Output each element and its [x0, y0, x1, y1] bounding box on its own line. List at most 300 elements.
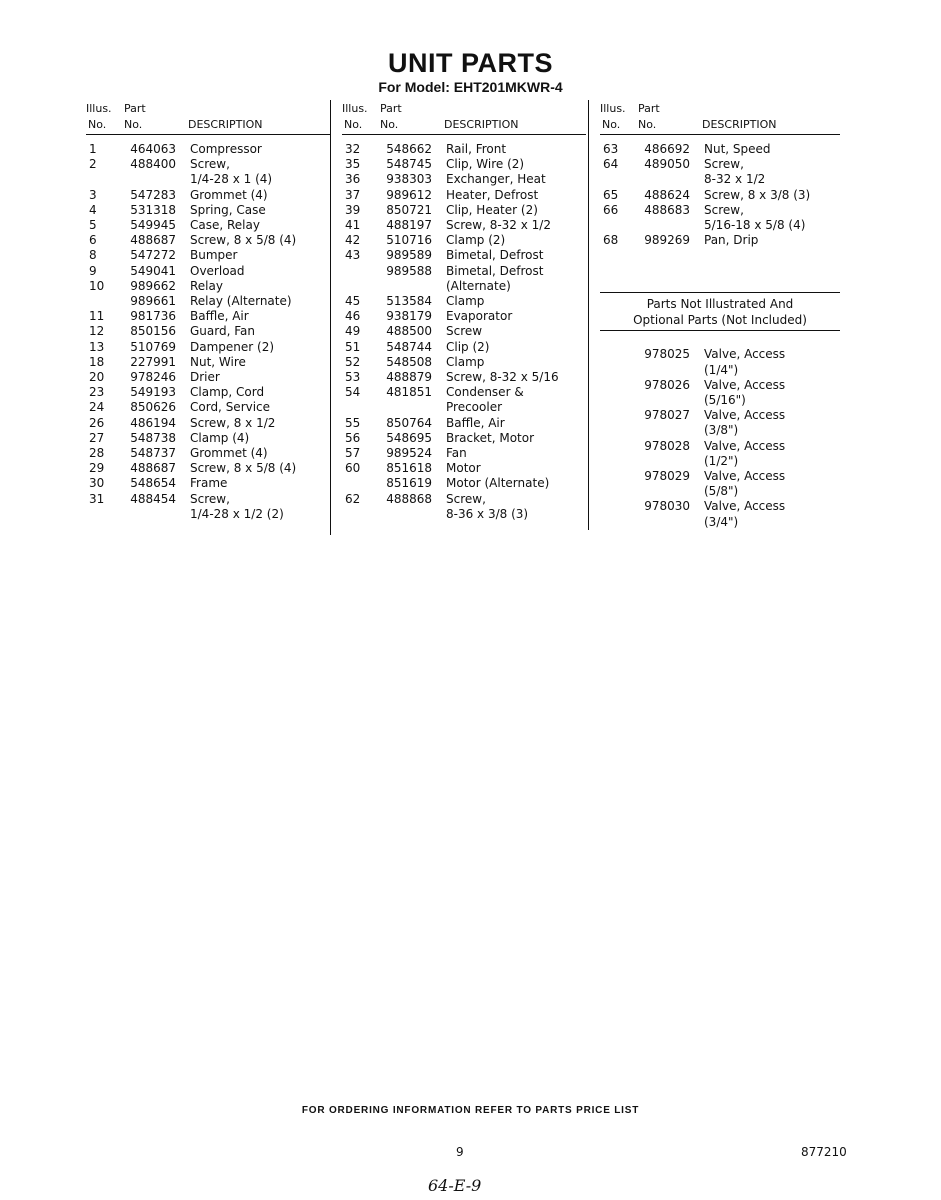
list-item [86, 416, 330, 431]
model-subtitle: For Model: EHT201MKWR-4 [378, 79, 563, 95]
list-item [86, 355, 330, 370]
part-description: Spring, Case [190, 202, 266, 217]
part-description: Clamp [446, 354, 485, 369]
illus-no: 56 [345, 430, 361, 445]
part-no: 488687 [130, 461, 176, 476]
part-description: 8-36 x 3/8 (3) [446, 506, 529, 521]
illus-no: 18 [89, 354, 105, 369]
part-no: 851619 [386, 476, 432, 491]
part-no: 978028 [644, 438, 690, 453]
part-description: Nut, Wire [190, 354, 246, 369]
part-description: Clip, Wire (2) [446, 157, 525, 172]
part-description: Screw, 8-32 x 5/16 [446, 370, 559, 385]
illus-no: 35 [345, 157, 361, 172]
part-no: 938179 [386, 309, 432, 324]
parts-column-1 [86, 100, 330, 522]
part-description: Case, Relay [190, 218, 260, 233]
part-description: (3/4") [704, 514, 739, 529]
part-description: Valve, Access [704, 438, 786, 453]
illus-no: 32 [345, 142, 361, 156]
part-no: 488454 [130, 491, 176, 506]
part-description: Relay (Alternate) [190, 294, 292, 309]
part-description: Bimetal, Defrost [446, 263, 544, 278]
illus-no [600, 499, 640, 514]
part-no: 548695 [386, 430, 432, 445]
part-description: Screw, [704, 157, 744, 172]
list-item [600, 203, 840, 218]
part-no: 978027 [644, 408, 690, 423]
list-item [86, 324, 330, 339]
part-description: Rail, Front [446, 142, 507, 156]
parts-column-2 [342, 100, 586, 522]
list-item [342, 400, 586, 415]
part-description: Nut, Speed [704, 142, 771, 156]
part-no: 850626 [130, 400, 176, 415]
part-description: Clamp (2) [446, 233, 506, 248]
header-part-no: No. [380, 118, 399, 131]
list-item [342, 157, 586, 172]
illus-no: 60 [345, 461, 361, 476]
list-item [86, 203, 330, 218]
part-description: Screw, [446, 491, 486, 506]
list-item [86, 218, 330, 233]
handwritten-note: 64-E-9 [428, 1176, 482, 1195]
part-description: Clamp (4) [190, 430, 250, 445]
part-description: (1/2") [704, 453, 739, 468]
illus-no [600, 218, 640, 233]
list-item [86, 446, 330, 461]
list-item [342, 461, 586, 476]
list-item [342, 294, 586, 309]
list-item [342, 355, 586, 370]
part-no [640, 218, 704, 233]
list-item [600, 157, 840, 172]
part-description: Screw, [190, 157, 230, 172]
part-description: Clip (2) [446, 339, 490, 354]
illus-no [600, 454, 640, 469]
list-item [600, 515, 840, 530]
list-item [86, 461, 330, 476]
list-item [600, 218, 840, 233]
part-description: Evaporator [446, 309, 513, 324]
part-no: 978030 [644, 499, 690, 514]
list-item [600, 439, 840, 454]
list-item [86, 157, 330, 172]
part-no: 488868 [386, 491, 432, 506]
header-description: DESCRIPTION [188, 118, 263, 131]
part-description: Valve, Access [704, 347, 786, 362]
illus-no: 49 [345, 324, 361, 339]
part-no: 488683 [644, 202, 690, 217]
illus-no: 45 [345, 294, 361, 309]
header-description: DESCRIPTION [444, 118, 519, 131]
part-no: 486692 [644, 142, 690, 156]
illus-no: 28 [89, 446, 105, 461]
list-item [342, 324, 586, 339]
part-description: (1/4") [704, 362, 739, 377]
parts-list [86, 142, 330, 522]
list-item [342, 203, 586, 218]
optional-parts-list [600, 347, 840, 529]
illus-no [600, 484, 640, 499]
part-no [382, 279, 446, 294]
part-description: Clamp, Cord [190, 385, 265, 400]
part-no: 850764 [386, 415, 432, 430]
column-divider [588, 100, 589, 530]
part-no: 488879 [386, 370, 432, 385]
illus-no: 55 [345, 415, 361, 430]
column-header [342, 100, 586, 135]
part-no [640, 515, 704, 530]
part-description: Valve, Access [704, 377, 786, 392]
header-illus-no: No. [602, 118, 621, 131]
header-part: Part [380, 102, 402, 115]
illus-no: 26 [89, 415, 105, 430]
part-description: Screw, 8 x 3/8 (3) [704, 187, 811, 202]
illus-no: 29 [89, 461, 105, 476]
list-item [342, 172, 586, 187]
list-item [86, 248, 330, 263]
part-no: 548738 [130, 430, 176, 445]
part-no: 510716 [386, 233, 432, 248]
part-description: Grommet (4) [190, 187, 268, 202]
part-no: 549041 [130, 263, 176, 278]
list-item [600, 233, 840, 248]
list-item [86, 400, 330, 415]
illus-no: 42 [345, 233, 361, 248]
part-no [640, 454, 704, 469]
part-no: 489050 [644, 157, 690, 172]
illus-no: 46 [345, 309, 361, 324]
part-description: Screw, 8-32 x 1/2 [446, 218, 551, 233]
part-no: 978246 [130, 370, 176, 385]
document-number: 877210 [801, 1145, 847, 1159]
part-no: 488687 [130, 233, 176, 248]
part-no [640, 172, 704, 187]
header-illus: Illus. [600, 102, 626, 115]
notice-line-2: Optional Parts (Not Included) [633, 313, 807, 328]
part-no: 981736 [130, 309, 176, 324]
part-description: Clip, Heater (2) [446, 202, 538, 217]
list-item [600, 484, 840, 499]
illus-no: 5 [89, 218, 97, 233]
illus-no: 20 [89, 370, 105, 385]
illus-no: 12 [89, 324, 105, 339]
illus-no: 65 [603, 187, 619, 202]
part-description: Bimetal, Defrost [446, 248, 544, 263]
header-illus-no: No. [344, 118, 363, 131]
part-no: 510769 [130, 339, 176, 354]
illus-no [342, 507, 382, 522]
illus-no: 51 [345, 339, 361, 354]
part-description: Compressor [190, 142, 262, 156]
list-item [600, 347, 840, 362]
part-description: (5/16") [704, 393, 746, 408]
parts-list [342, 142, 586, 522]
illus-no [342, 279, 382, 294]
part-description: Cord, Service [190, 400, 271, 415]
list-item [86, 233, 330, 248]
list-item [86, 294, 330, 309]
part-description: Overload [190, 263, 245, 278]
part-no: 531318 [130, 202, 176, 217]
part-description: Screw, [190, 491, 230, 506]
list-item [86, 188, 330, 203]
part-description: Screw, 8 x 5/8 (4) [190, 233, 297, 248]
illus-no [86, 172, 126, 187]
part-no: 486194 [130, 415, 176, 430]
part-no: 548508 [386, 354, 432, 369]
list-item [600, 469, 840, 484]
illus-no: 3 [89, 187, 97, 202]
part-no: 978025 [644, 347, 690, 362]
part-description: Bumper [190, 248, 238, 263]
part-description: Fan [446, 446, 467, 461]
list-item [86, 142, 330, 157]
part-no [640, 484, 704, 499]
part-no: 548737 [130, 446, 176, 461]
part-no [126, 172, 190, 187]
illus-no: 30 [89, 476, 105, 491]
header-part-no: No. [124, 118, 143, 131]
part-no: 989612 [386, 187, 432, 202]
part-description: 8-32 x 1/2 [704, 172, 766, 187]
illus-no [342, 476, 382, 491]
part-description: (3/8") [704, 423, 739, 438]
list-item [600, 142, 840, 157]
list-item [342, 340, 586, 355]
list-item [342, 188, 586, 203]
part-description: Screw [446, 324, 483, 339]
part-no: 548745 [386, 157, 432, 172]
header-description: DESCRIPTION [702, 118, 777, 131]
part-no: 851618 [386, 461, 432, 476]
part-no: 227991 [130, 354, 176, 369]
illus-no: 6 [89, 233, 97, 248]
illus-no: 37 [345, 187, 361, 202]
illus-no: 4 [89, 202, 97, 217]
part-description: Precooler [446, 400, 503, 415]
part-description: Pan, Drip [704, 233, 759, 248]
part-no: 481851 [386, 385, 432, 400]
part-no: 978026 [644, 377, 690, 392]
list-item [342, 370, 586, 385]
part-description: Valve, Access [704, 469, 786, 484]
part-description: Screw, 8 x 1/2 [190, 415, 276, 430]
illus-no [600, 363, 640, 378]
list-item [86, 279, 330, 294]
column-divider [330, 100, 331, 535]
part-no [640, 393, 704, 408]
illus-no: 68 [603, 233, 619, 248]
list-item [600, 172, 840, 187]
list-item [342, 385, 586, 400]
column-header [86, 100, 330, 135]
illus-no: 23 [89, 385, 105, 400]
illus-no: 27 [89, 430, 105, 445]
illus-no [86, 294, 126, 309]
part-description: Exchanger, Heat [446, 172, 546, 187]
part-description: Dampener (2) [190, 339, 275, 354]
list-item [342, 218, 586, 233]
part-no: 488500 [386, 324, 432, 339]
illus-no [600, 423, 640, 438]
illus-no [600, 393, 640, 408]
part-no: 548662 [386, 142, 432, 156]
list-item [86, 264, 330, 279]
part-no: 547272 [130, 248, 176, 263]
part-no: 989524 [386, 446, 432, 461]
list-item [600, 363, 840, 378]
optional-parts-notice [600, 292, 840, 331]
notice-line-1: Parts Not Illustrated And [646, 297, 794, 312]
header-part: Part [638, 102, 660, 115]
list-item [86, 431, 330, 446]
part-description: Valve, Access [704, 499, 786, 514]
header-part: Part [124, 102, 146, 115]
illus-no: 9 [89, 263, 97, 278]
list-item [342, 248, 586, 263]
part-description: Motor (Alternate) [446, 476, 550, 491]
illus-no [342, 264, 382, 279]
illus-no [600, 469, 640, 484]
illus-no: 64 [603, 157, 619, 172]
page-title: UNIT PARTS [388, 48, 553, 78]
header-part-no: No. [638, 118, 657, 131]
part-description: Baffle, Air [446, 415, 505, 430]
list-item [342, 142, 586, 157]
illus-no: 52 [345, 354, 361, 369]
part-no: 548654 [130, 476, 176, 491]
list-item [600, 499, 840, 514]
part-description: Guard, Fan [190, 324, 255, 339]
part-no: 549193 [130, 385, 176, 400]
part-description: 1/4-28 x 1/2 (2) [190, 506, 284, 521]
part-no: 513584 [386, 294, 432, 309]
part-no: 989588 [386, 263, 432, 278]
illus-no [600, 347, 640, 362]
illus-no: 1 [89, 142, 97, 156]
part-no [640, 363, 704, 378]
page-number: 9 [456, 1145, 464, 1159]
part-description: Condenser & [446, 385, 524, 400]
header-illus: Illus. [86, 102, 112, 115]
list-item [86, 340, 330, 355]
illus-no: 57 [345, 446, 361, 461]
illus-no: 53 [345, 370, 361, 385]
part-no: 464063 [130, 142, 176, 156]
part-no [126, 507, 190, 522]
part-description: Valve, Access [704, 408, 786, 423]
illus-no: 2 [89, 157, 97, 172]
list-item [342, 492, 586, 507]
part-description: Bracket, Motor [446, 430, 535, 445]
list-item [600, 408, 840, 423]
list-item [600, 393, 840, 408]
illus-no: 10 [89, 278, 105, 293]
illus-no: 66 [603, 202, 619, 217]
list-item [86, 309, 330, 324]
list-item [86, 476, 330, 491]
illus-no [600, 378, 640, 393]
list-item [342, 264, 586, 279]
illus-no: 36 [345, 172, 361, 187]
part-description: Screw, [704, 202, 744, 217]
illus-no: 13 [89, 339, 105, 354]
list-item [600, 454, 840, 469]
part-no: 938303 [386, 172, 432, 187]
part-no: 547283 [130, 187, 176, 202]
part-no: 488624 [644, 187, 690, 202]
list-item [600, 188, 840, 203]
part-description: Heater, Defrost [446, 187, 539, 202]
ordering-footer: FOR ORDERING INFORMATION REFER TO PARTS PRICE LIST [301, 1105, 640, 1116]
parts-list [600, 142, 840, 248]
list-item [600, 423, 840, 438]
header-illus: Illus. [342, 102, 368, 115]
part-description: 5/16-18 x 5/8 (4) [704, 218, 806, 233]
illus-no [86, 507, 126, 522]
list-item [342, 309, 586, 324]
parts-column-3 [600, 100, 840, 530]
list-item [86, 385, 330, 400]
part-no: 850721 [386, 202, 432, 217]
part-description: Baffle, Air [190, 309, 249, 324]
part-description: (5/8") [704, 484, 739, 499]
illus-no: 54 [345, 385, 361, 400]
part-description: Relay [190, 278, 223, 293]
list-item [342, 233, 586, 248]
illus-no: 41 [345, 218, 361, 233]
part-no: 989661 [130, 294, 176, 309]
list-item [600, 378, 840, 393]
part-description: Clamp [446, 294, 485, 309]
part-no: 488197 [386, 218, 432, 233]
illus-no: 63 [603, 142, 619, 156]
list-item [342, 446, 586, 461]
part-description: Screw, 8 x 5/8 (4) [190, 461, 297, 476]
illus-no [342, 400, 382, 415]
illus-no: 39 [345, 202, 361, 217]
part-no: 488400 [130, 157, 176, 172]
part-no [382, 507, 446, 522]
part-no: 989589 [386, 248, 432, 263]
part-description: Frame [190, 476, 228, 491]
illus-no: 24 [89, 400, 105, 415]
part-no: 989662 [130, 278, 176, 293]
list-item [86, 172, 330, 187]
list-item [86, 370, 330, 385]
part-no: 989269 [644, 233, 690, 248]
illus-no: 62 [345, 491, 361, 506]
column-header [600, 100, 840, 135]
header-illus-no: No. [88, 118, 107, 131]
part-description: Motor [446, 461, 481, 476]
illus-no: 8 [89, 248, 97, 263]
part-no [382, 400, 446, 415]
illus-no: 31 [89, 491, 105, 506]
part-no: 850156 [130, 324, 176, 339]
part-no: 549945 [130, 218, 176, 233]
list-item [342, 279, 586, 294]
part-no: 548744 [386, 339, 432, 354]
illus-no [600, 515, 640, 530]
illus-no [600, 408, 640, 423]
illus-no [600, 439, 640, 454]
part-description: Grommet (4) [190, 446, 268, 461]
list-item [342, 431, 586, 446]
illus-no: 43 [345, 248, 361, 263]
